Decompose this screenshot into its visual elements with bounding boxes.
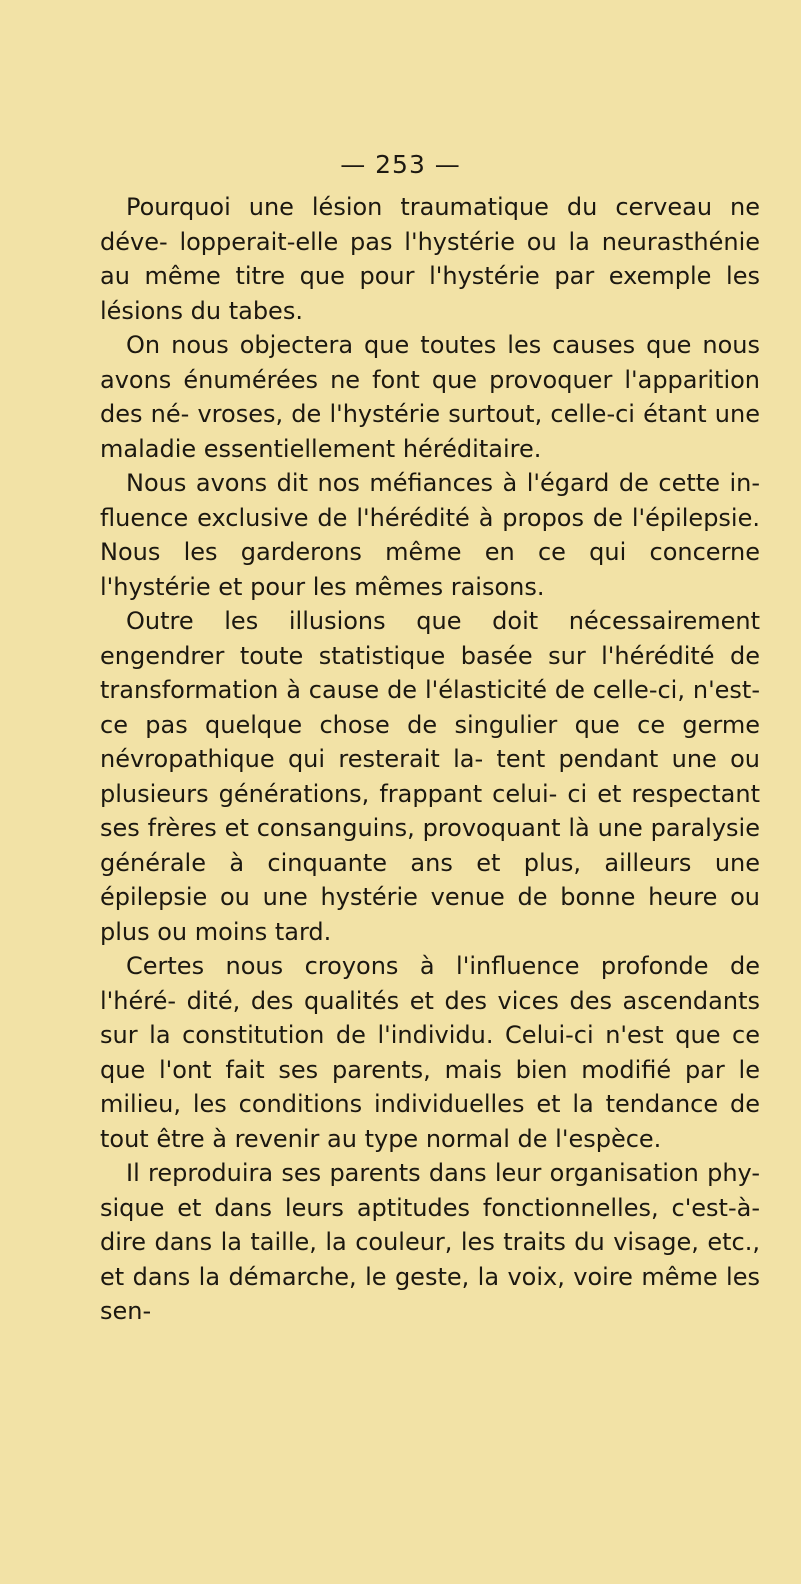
paragraph-3: Nous avons dit nos méfiances à l'égard de cette in- fluence exclusive de l'hérédité à propos de l'épilepsie. Nous les garderons même en ce qui concerne l'hystérie et pour les mêmes raisons.: [100, 469, 760, 601]
text-block: [100, 190, 760, 1329]
paragraph-4: Outre les illusions que doit nécessairement engendrer toute statistique basée sur l'hérédité de transformation à cause de l'élasticité de celle-ci, n'est-ce pas quelque chose de singulier que ce germe névropathique qui resterait la- tent pendant une ou plusieurs générations, frappant celui- ci et respectant ses frères et consanguins, provoquant là une paralysie générale à cinquante ans et plus, ailleurs une épilepsie ou une hystérie venue de bonne heure ou plus ou moins tard.: [100, 607, 760, 946]
paragraph-6: Il reproduira ses parents dans leur organisation phy- sique et dans leurs aptitudes fonctionnelles, c'est-à-dire dans la taille, la couleur, les traits du visage, etc., et dans la démarche, le geste, la voix, voire même les sen-: [100, 1159, 760, 1325]
paragraph-1: Pourquoi une lésion traumatique du cerveau ne déve- lopperait-elle pas l'hystérie ou la neurasthénie au même titre que pour l'hystérie par exemple les lésions du tabes.: [100, 193, 760, 325]
paragraph-5: Certes nous croyons à l'influence profonde de l'héré- dité, des qualités et des vices des ascendants sur la constitution de l'individu. Celui-ci n'est que ce que l'ont fait ses parents, mais bien modifié par le milieu, les conditions individuelles et la tendance de tout être à revenir au type normal de l'espèce.: [100, 952, 760, 1153]
page-number: — 253 —: [340, 150, 461, 179]
paragraph-2: On nous objectera que toutes les causes que nous avons énumérées ne font que provoquer l'apparition des né- vroses, de l'hystérie surtout, celle-ci étant une maladie essentiellement héréditaire.: [100, 331, 760, 463]
